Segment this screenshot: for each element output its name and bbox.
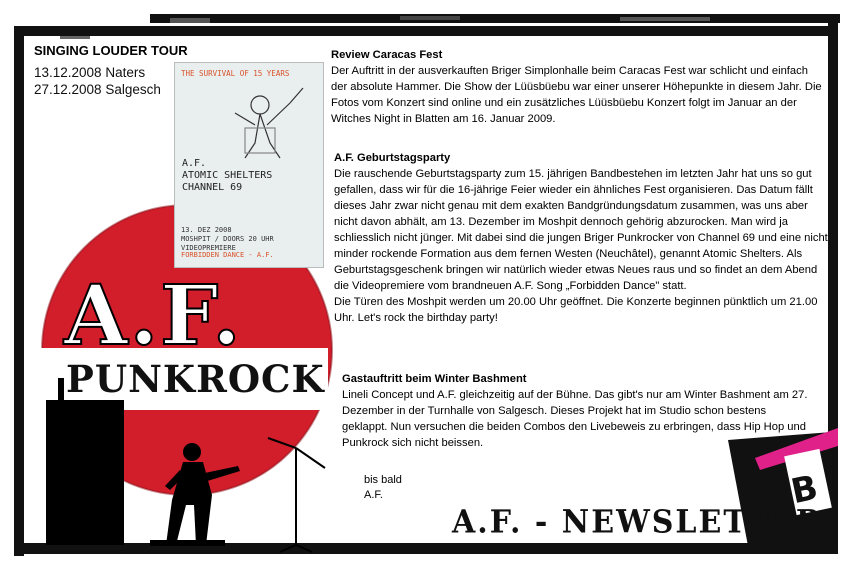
poster-band-af: A.F.	[182, 158, 207, 169]
article-body: Die rauschende Geburtstagsparty zum 15. jährigen Bandbestehen im letzten Jahr hat uns so gut gefallen, dass wir für die 16-jährige Feier wieder ein ähnliches Fest organisieren. Das Datum fällt dieses Jahr zwar nicht genau mit dem exakten Bandgründungsdatum zusammen, was uns aber nicht davon abhält, am 13. Dezember im Moshpit dennoch gehörig abzurocken. Man wird ja schliesslich nicht jünger. Mit dabei sind die jungen Briger Punkrocker von Channel 69 und eine nicht minder rockende Formation aus dem fernen Westen (Neuchâtel), genannt Atomic Shelters. Als Geburtstagsgeschenk bringen wir natürlich wieder etwas Neues raus und so findet an dem Abend die Videopremiere vom brandneuen A.F. Song „Forbidden Dance" statt.	[334, 168, 828, 292]
newsletter-banner: A.F. - NEWSLETTER	[452, 504, 823, 541]
poster-band-channel-69: CHANNEL 69	[182, 182, 243, 193]
tour-title: SINGING LOUDER TOUR	[34, 43, 188, 58]
svg-text:B: B	[787, 467, 822, 513]
article-heading: Review Caracas Fest	[331, 49, 443, 61]
poster-drawing	[215, 83, 305, 163]
article-winter-bashment	[342, 371, 812, 451]
poster-band-atomic-shelters: ATOMIC SHELTERS	[182, 170, 273, 181]
tour-date-salgesch: 27.12.2008 Salgesch	[34, 82, 161, 97]
article-body: Der Auftritt in der ausverkauften Briger Simplonhalle beim Caracas Fest war schlicht und einfach der absolute Hammer. Die Show der Lüüsbüebu war einer unserer Höhepunkte in diesem Jahr. Die Fotos vom Konzert sind online und ein zusätzliches Lüüsbüebu Konzert folgt im Januar an der Witches Night in Blatten am 16. Januar 2009.	[331, 65, 822, 125]
poster-lineup	[182, 158, 272, 194]
article-review-caracas-fest	[331, 47, 826, 127]
tour-date-naters: 13.12.2008 Naters	[34, 65, 146, 80]
poster-date: 13. DEZ 2008	[181, 226, 232, 234]
concert-poster[interactable]	[174, 62, 324, 268]
article-body: Die Türen des Moshpit werden um 20.00 Uhr geöffnet. Die Konzerte beginnen pünktlich um 21.00 Uhr. Let's rock the birthday party!	[334, 296, 818, 324]
poster-top-text: THE SURVIVAL OF 15 YEARS	[181, 69, 290, 78]
signoff-greeting: bis bald	[364, 474, 402, 486]
article-body: Lineli Concept und A.F. gleichzeitig auf der Bühne. Das gibt's nur am Winter Bashment am 27. Dezember in der Turnhalle von Salgesch. Dieses Projekt hat im Studio schon bestens geklappt. Nun versuchen die beiden Combos den Livebeweis zu erbringen, dass Hip Hop und Punkrock sich nicht beissen.	[342, 389, 808, 449]
poster-premiere-label: VIDEOPREMIERE	[181, 244, 236, 252]
poster-date-block	[181, 226, 274, 253]
poster-venue: MOSHPIT / DOORS 20 UHR	[181, 235, 274, 243]
signoff	[364, 473, 402, 503]
article-heading: A.F. Geburtstagsparty	[334, 152, 451, 164]
logo-sub-text: PUNKROCK	[66, 357, 325, 401]
logo-big-text: A.F.	[64, 268, 243, 364]
signoff-signature: A.F.	[364, 489, 383, 501]
speaker-silhouette	[46, 378, 124, 545]
poster-premiere-title: FORBIDDEN DANCE - A.F.	[181, 251, 274, 259]
article-heading: Gastauftritt beim Winter Bashment	[342, 373, 527, 385]
article-geburtstagsparty	[334, 150, 829, 326]
